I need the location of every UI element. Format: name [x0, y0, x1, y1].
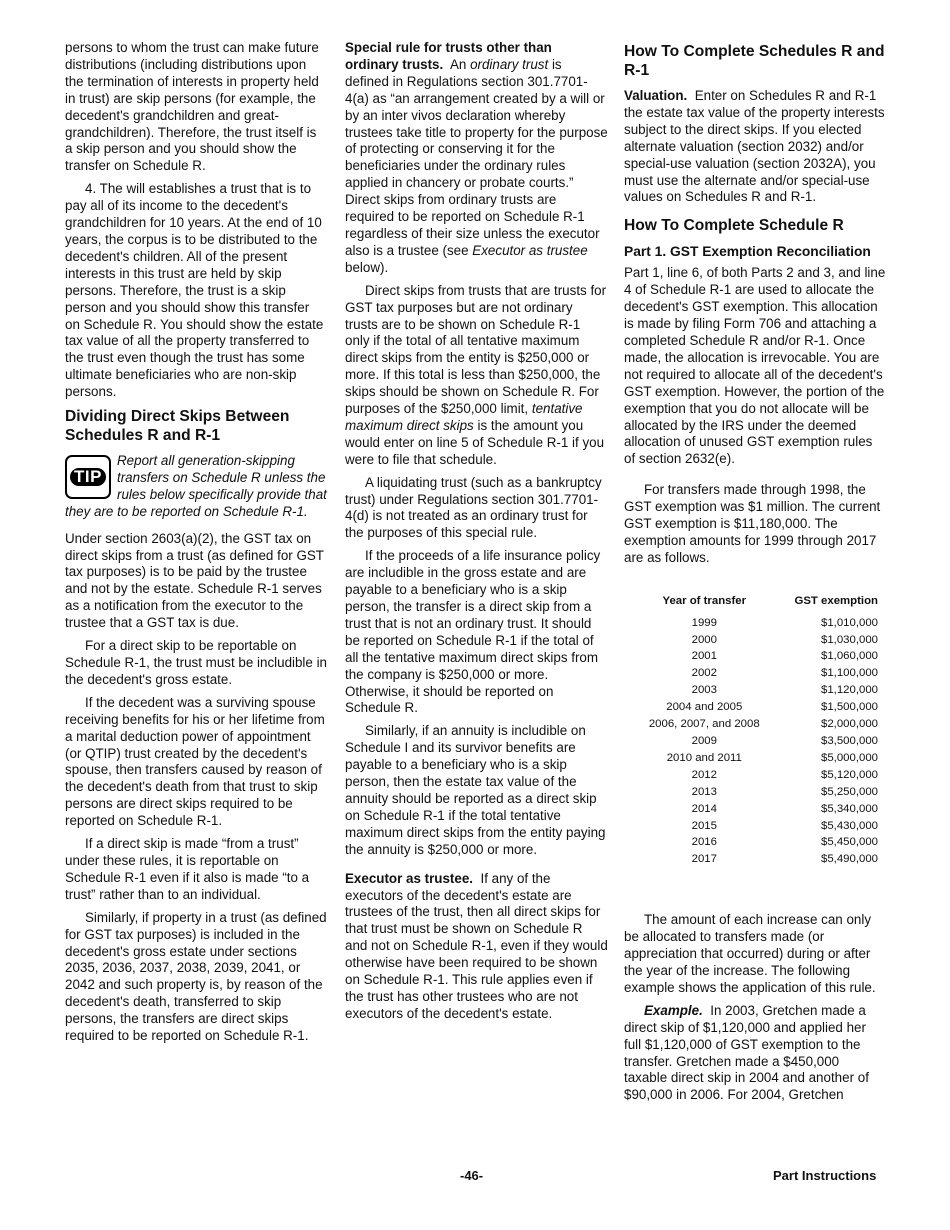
year-cell: 2004 and 2005 [666, 701, 743, 714]
emphasis: tentative maximum direct skips [345, 401, 583, 433]
exemption-cell: $1,500,000 [820, 701, 878, 714]
table-row [630, 733, 886, 750]
paragraph: Part 1, line 6, of both Parts 2 and 3, and line 4 of Schedule R-1 are used to allocate the decedent's GST exemption. This allocation is made by filing Form 706 and attaching a completed Schedule R and/or R-1. Once made, the allocation is irrevocable. You are not required to allocate all of the decedent's GST exemption. However, the portion of the exemption that you do not allocate will be allocated by the IRS under the deemed allocation of unused GST exemption rules of section 2632(e). [624, 265, 886, 467]
exemption-cell: $1,010,000 [820, 616, 878, 629]
paragraph [345, 40, 608, 277]
exemption-cell: $5,250,000 [820, 785, 878, 798]
run-in-heading: Example. [644, 1002, 703, 1018]
text: is the amount you would enter on line 5 of Schedule R-1 if you were to file that schedule. [345, 417, 605, 467]
year-cell: 2012 [691, 768, 717, 781]
run-in-heading: Executor as trustee. [345, 870, 474, 886]
column-2 [345, 40, 608, 1029]
tip-label: TIP [70, 468, 106, 487]
subsection-heading: Part 1. GST Exemption Reconciliation [624, 244, 871, 260]
exemption-cell: $3,500,000 [820, 735, 878, 747]
year-cell: 2009 [691, 735, 717, 747]
year-cell: 2016 [691, 836, 717, 849]
year-cell: 2003 [691, 684, 717, 697]
paragraph: If a direct skip is made “from a trust” under these rules, it is reportable on Schedule R-1 even if it also is made “to a trust” rather than to an individual. [65, 836, 310, 902]
text: Direct skips from trusts that are trusts for GST tax purposes but are not ordinary trusts are to be shown on Schedule R-1 only if the total of all tentative maximum direct skips from the entity is $250,000 or more. If this total is less than $250,000, the skips should be shown on Schedule R. For purposes of the $250,000 limit, [345, 282, 607, 417]
footer-section: Part Instructions [773, 1168, 877, 1183]
paragraph [624, 1003, 886, 1104]
tip-box [65, 453, 327, 521]
spacer [624, 868, 886, 912]
page-number: -46- [460, 1168, 484, 1183]
year-cell: 2014 [691, 802, 717, 815]
exemption-cell: $2,000,000 [820, 718, 878, 731]
paragraph: If the decedent was a surviving spouse receiving benefits for his or her lifetime from a marital deduction power of appointment (or QTIP) trust created by the decedent's spouse, then transfers caused by reason of the decedent's death from that trust to skip persons are direct skips required to be reported on Schedule R-1. [65, 694, 325, 829]
table-row [630, 615, 886, 632]
column-header: Year of transfer [662, 594, 747, 607]
table-body [630, 615, 886, 869]
paragraph: Similarly, if an annuity is includible on Schedule I and its survivor benefits are payable to a beneficiary who is a skip person, then the estate tax value of the annuity should be reported as a direct skip on Schedule R-1 if the total tentative maximum direct skips from the entity paying the annuity is $250,000 or more. [345, 723, 606, 857]
exemption-cell: $1,120,000 [820, 684, 878, 697]
text: Enter on Schedules R and R-1 the estate tax value of the property interests subject to the direct skips. If you elected alternate valuation (section 2032) and/or special-use valuation (section 2032A), you must use the alternate and/or special-use values on Schedules R and R-1. [624, 88, 885, 205]
exemption-cell: $5,120,000 [820, 768, 878, 781]
emphasis: ordinary trust [470, 56, 549, 72]
column-3 [624, 40, 886, 1110]
exemption-cell: $1,060,000 [820, 650, 878, 663]
year-cell: 2006, 2007, and 2008 [648, 718, 760, 731]
text: An [449, 56, 467, 72]
emphasis: Executor as trustee [472, 242, 588, 258]
paragraph: Under section 2603(a)(2), the GST tax on direct skips from a trust (as defined for GST tax purposes) is to be paid by the trustee and not by the estate. Schedule R-1 serves as a notification from the executor to the trustee that a GST tax is due. [65, 530, 324, 631]
table-row [630, 851, 886, 868]
paragraph: Similarly, if property in a trust (as defined for GST tax purposes) is included in the decedent's gross estate under sections 2035, 2036, 2037, 2038, 2039, 2041, or 2042 and such property is, by reason of the decedent's death, transferred to skip persons, the transfers are direct skips required to be reported on Schedule R-1. [65, 909, 327, 1044]
paragraph [624, 88, 886, 206]
run-in-heading: Valuation. [624, 88, 688, 103]
year-cell: 2010 and 2011 [666, 751, 742, 764]
exemption-cell: $1,100,000 [820, 667, 878, 680]
exemption-cell: $5,450,000 [820, 836, 878, 849]
paragraph [345, 283, 608, 469]
paragraph: 4. The will establishes a trust that is to pay all of its income to the decedent's grandchildren for 10 years. At the end of 10 years, the corpus is to be distributed to the decedent's children. All of the present interests in this trust are held by skip persons. Therefore, the trust is a skip person and you should show this transfer on Schedule R. You should show the estate tax value of all the property transferred to the trust even though the trust has some ultimate beneficiaries who are non-skip persons. [65, 181, 324, 400]
column-header: GST exemption [794, 594, 878, 607]
year-cell: 2017 [691, 853, 717, 866]
tip-text: Report all generation-skipping transfers on Schedule R unless the rules below specifically provide that they are to be reported on Schedule R-1. [65, 453, 327, 519]
tip-icon [65, 455, 111, 499]
table-row [630, 784, 886, 801]
paragraph: The amount of each increase can only be allocated to transfers made (or appreciation that occurred) during or after the year of the increase. The following example shows the application of this rule. [624, 912, 876, 995]
run-in-heading: Special rule for trusts other than ordinary trusts. [345, 40, 552, 72]
table-row [630, 682, 886, 699]
text: is defined in Regulations section 301.7701-4(a) as “an arrangement created by a will or by an inter vivos declaration whereby trustees take title to property for the purpose of protecting or conserving it for the beneficiaries under the ordinary rules applied in chancery or probate courts.” Direct skips from ordinary trusts are required to be reported on Schedule R-1 regardless of their size unless the executor also is a trustee (see [345, 56, 608, 258]
column-1 [65, 40, 327, 1051]
table-row [630, 834, 886, 851]
exemption-cell: $5,430,000 [820, 819, 878, 832]
year-cell: 2002 [691, 667, 717, 680]
paragraph: For transfers made through 1998, the GST exemption was $1 million. The current GST exemption is $11,180,000. The exemption amounts for 1999 through 2017 are as follows. [624, 482, 881, 565]
table-row [630, 818, 886, 835]
year-cell: 1999 [691, 616, 717, 629]
table-row [630, 648, 886, 665]
section-heading: Dividing Direct Skips Between Schedules R and R-1 [65, 408, 290, 445]
year-cell: 2000 [691, 633, 717, 646]
year-cell: 2013 [691, 785, 717, 798]
exemption-cell: $5,490,000 [820, 853, 878, 866]
table-row [630, 632, 886, 649]
table-row [630, 699, 886, 716]
text: If any of the executors of the decedent's estate are trustees of the trust, then all direct skips for that trust must be shown on Schedule R and not on Schedule R-1, even if they would otherwise have been required to be shown on Schedule R-1. This rule applies even if the trust has other trustees who are not executors of the decedent's estate. [345, 870, 608, 1021]
paragraph: persons to whom the trust can make future distributions (including distributions upon the termination of interests in property held in trust) are skip persons (for example, the decedent's grandchildren and great-grandchildren). Therefore, the trust itself is a skip person and you should show the transfer on Schedule R. [65, 40, 319, 174]
text: In 2003, Gretchen made a direct skip of $1,120,000 and applied her full $1,120,000 of GST exemption to the transfer. Gretchen made a $450,000 taxable direct skip in 2004 and another of $90,000 in 2006. For 2004, Gretchen [624, 1002, 869, 1103]
table-row [630, 716, 886, 733]
paragraph: For a direct skip to be reportable on Schedule R-1, the trust must be includible in the decedent's gross estate. [65, 638, 328, 687]
table-row [630, 767, 886, 784]
exemption-cell: $5,340,000 [820, 802, 878, 815]
table-header-row [630, 593, 886, 615]
year-cell: 2001 [691, 650, 717, 663]
table-row [630, 801, 886, 818]
table-row [630, 665, 886, 682]
exemption-cell: $5,000,000 [820, 751, 878, 764]
table-row [630, 750, 886, 767]
section-heading: How To Complete Schedule R [624, 217, 844, 235]
paragraph: A liquidating trust (such as a bankruptcy trust) under Regulations section 301.7701-4(d) is not treated as an ordinary trust for the purposes of this special rule. [345, 474, 602, 541]
year-cell: 2015 [691, 819, 717, 832]
text: below). [345, 259, 389, 275]
paragraph: If the proceeds of a life insurance policy are includible in the gross estate and are payable to a beneficiary who is a skip person, the transfer is a direct skip from a trust that is not an ordinary trust. It should be reported on Schedule R-1 if the total of all the tentative maximum direct skips from the company is $250,000 or more. Otherwise, it should be reported on Schedule R. [345, 548, 601, 716]
gst-exemption-table [630, 593, 886, 869]
section-heading: How To Complete Schedules R and R-1 [624, 43, 885, 79]
exemption-cell: $1,030,000 [820, 633, 878, 646]
paragraph [345, 871, 608, 1023]
